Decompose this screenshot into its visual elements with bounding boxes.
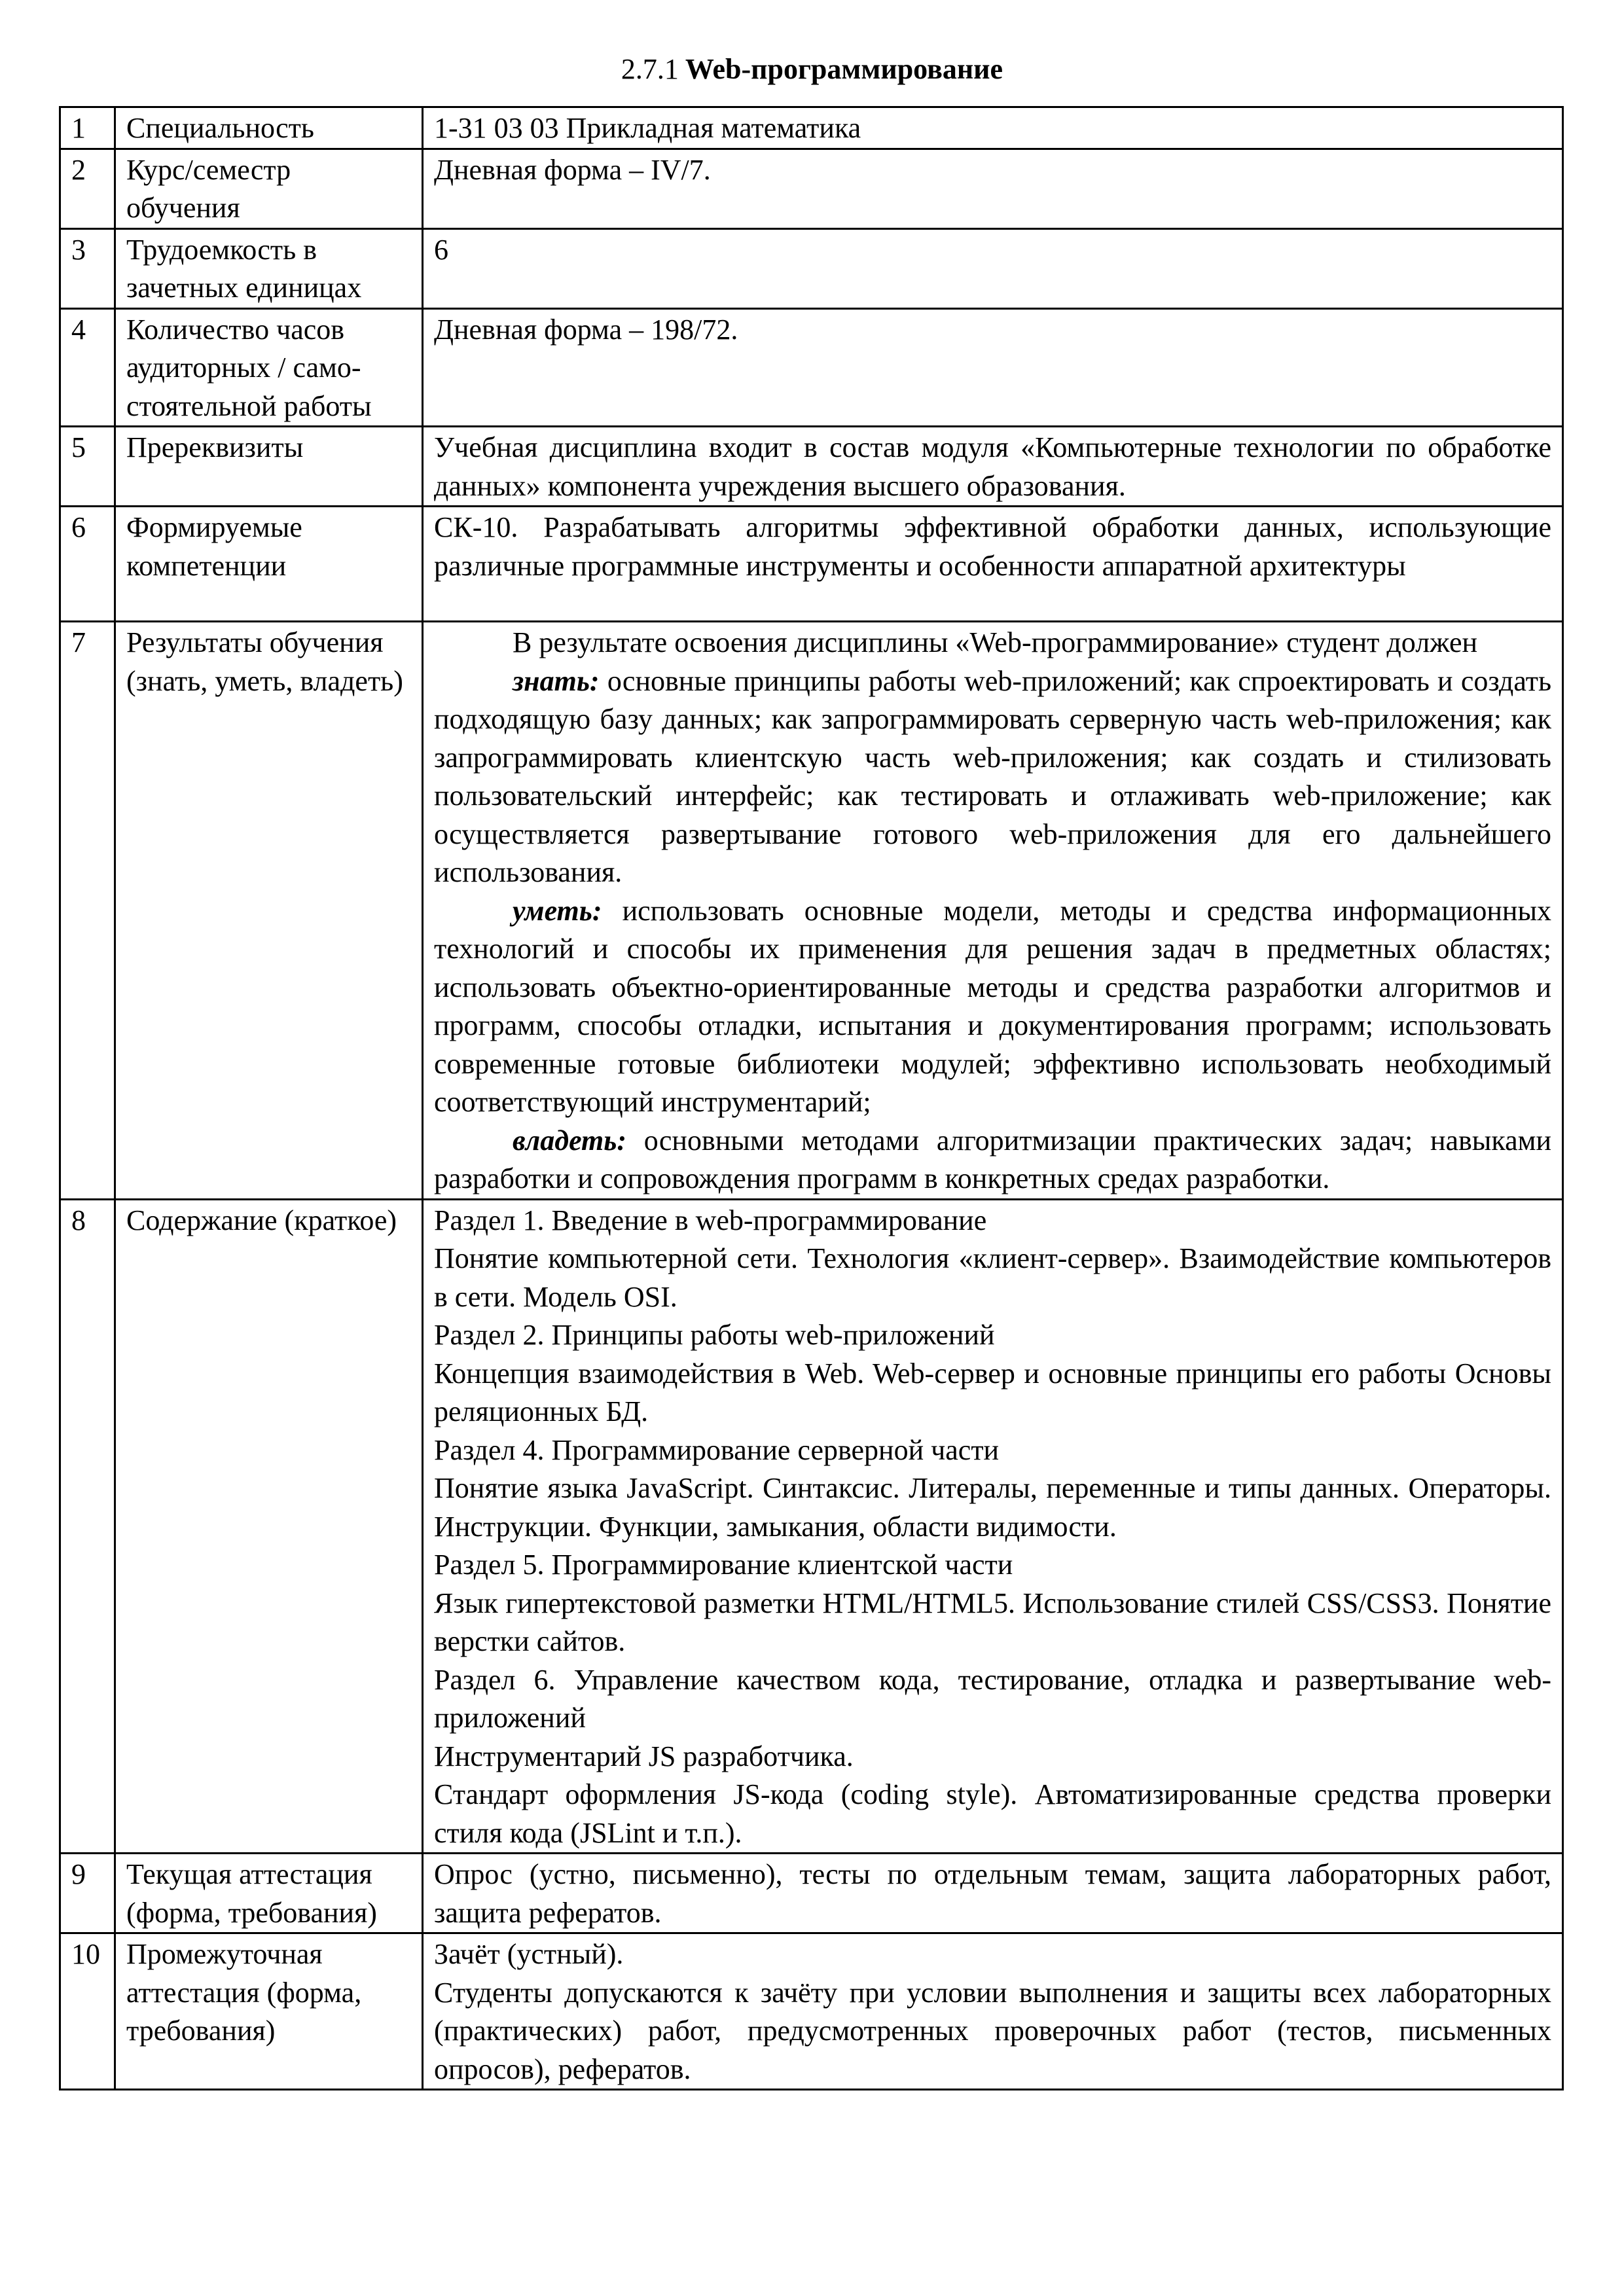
know-text: основные принципы работы web-приложений; как спроектировать и создать подходящую базу данных; как запрограммировать серверную часть web-приложения; как запрограммировать клиентскую часть web-приложения; как создать и стилизовать пользовательский интерфейс; как тестировать и отлаживать web-приложение; как осуществляется развертывание готового web-приложения для его дальнейшего использования. (434, 664, 1552, 888)
row-value: Учебная дисциплина входит в состав модуля «Компьютерные технологии по обработке данных» компонента учреждения высшего образования. (423, 427, 1563, 507)
row-value: Дневная форма – IV/7. (423, 149, 1563, 228)
content-line: Стандарт оформления JS-кода (coding style). Автоматизированные средства проверки стиля кода (JSLint и т.п.). (434, 1778, 1551, 1849)
content-line: Раздел 4. Программирование серверной части (434, 1433, 1000, 1466)
table-row (60, 427, 1563, 507)
row-value: 1-31 03 03 Прикладная математика (423, 107, 1563, 149)
own-keyword: владеть: (513, 1124, 627, 1157)
discipline-spec-table (59, 106, 1564, 2090)
row-number: 9 (60, 1854, 115, 1933)
row-number: 5 (60, 427, 115, 507)
can-text: использовать основные модели, методы и средства информационных технологий и способы их применения для решения задач в предметных областях; использовать объектно-ориентированные методы и средства разработки алгоритмов и программ, способы отладки, испытания и документирования программ; использовать современные готовые библиотеки модулей; эффективно использовать необходимый соответствующий инструментарий; (434, 894, 1552, 1118)
table-row (60, 507, 1563, 622)
know-keyword: знать: (513, 664, 600, 697)
row-value: 6 (423, 228, 1563, 308)
content-line: Инструментарий JS разработчика. (434, 1740, 854, 1772)
can-keyword: уметь: (513, 894, 602, 927)
content-line: Раздел 2. Принципы работы web-приложений (434, 1319, 995, 1351)
row-number: 3 (60, 228, 115, 308)
results-intro: В результате освоения дисциплины «Web-программирование» студент должен (513, 626, 1478, 658)
results-own (434, 1122, 1551, 1198)
row-label: Курс/семестр обучения (115, 149, 423, 228)
row-number: 6 (60, 507, 115, 622)
page-title (0, 50, 1624, 89)
table-row (60, 107, 1563, 149)
table-row (60, 308, 1563, 427)
row-label: Трудоемкость в зачетных единицах (115, 228, 423, 308)
content-line: Концепция взаимодействия в Web. Web-сервер и основные принципы его работы Основы реляционных БД. (434, 1357, 1551, 1427)
row-number: 10 (60, 1933, 115, 2090)
row-number: 2 (60, 149, 115, 228)
row-value (423, 622, 1563, 1200)
table-row (60, 1854, 1563, 1933)
row-value (423, 1933, 1563, 2090)
table-row (60, 1199, 1563, 1854)
row-label: Результаты обучения (знать, уметь, владеть) (115, 622, 423, 1200)
row-label: Специальность (115, 107, 423, 149)
table-row (60, 1933, 1563, 2090)
row-label: Пререквизиты (115, 427, 423, 507)
row-value (423, 1199, 1563, 1854)
results-can (434, 892, 1551, 1122)
attestation-line: Зачёт (устный). (434, 1938, 624, 1970)
section-name: Web-программирование (685, 53, 1003, 85)
content-line: Раздел 6. Управление качеством кода, тестирование, отладка и развертывание web-приложений (434, 1663, 1551, 1734)
results-know (434, 662, 1551, 892)
content-line: Понятие компьютерной сети. Технология «клиент-сервер». Взаимодействие компьютеров в сети. Модель OSI. (434, 1242, 1551, 1313)
row-number: 4 (60, 308, 115, 427)
content-line: Язык гипертекстовой разметки HTML/HTML5. Использование стилей CSS/CSS3. Понятие верстки сайтов. (434, 1587, 1551, 1657)
section-number: 2.7.1 (621, 53, 679, 85)
content-line: Раздел 1. Введение в web-программирование (434, 1204, 987, 1236)
own-text: основными методами алгоритмизации практических задач; навыками разработки и сопровождения программ в конкретных средах разработки. (434, 1124, 1552, 1194)
row-value: СК-10. Разрабатывать алгоритмы эффективной обработки данных, использующие различные программные инструменты и особенности аппаратной архитектуры (423, 507, 1563, 622)
table-row (60, 228, 1563, 308)
row-number: 8 (60, 1199, 115, 1854)
row-label: Содержание (краткое) (115, 1199, 423, 1854)
row-number: 1 (60, 107, 115, 149)
content-line: Раздел 5. Программирование клиентской части (434, 1549, 1013, 1581)
row-label: Количество часов аудиторных / само-стоятельной работы (115, 308, 423, 427)
row-label: Текущая аттестация (форма, требования) (115, 1854, 423, 1933)
row-label: Формируемые компетенции (115, 507, 423, 622)
content-line: Понятие языка JavaScript. Синтаксис. Литералы, переменные и типы данных. Операторы. Инструкции. Функции, замыкания, области видимости. (434, 1472, 1551, 1543)
row-value: Опрос (устно, письменно), тесты по отдельным темам, защита лабораторных работ, защита рефератов. (423, 1854, 1563, 1933)
table-row (60, 149, 1563, 228)
row-value: Дневная форма – 198/72. (423, 308, 1563, 427)
table-row (60, 622, 1563, 1200)
row-label: Промежуточная аттестация (форма, требования) (115, 1933, 423, 2090)
attestation-line: Студенты допускаются к зачёту при условии выполнения и защиты всех лабораторных (практических) работ, предусмотренных проверочных работ (тестов, письменных опросов), рефератов. (434, 1976, 1551, 2085)
row-number: 7 (60, 622, 115, 1200)
